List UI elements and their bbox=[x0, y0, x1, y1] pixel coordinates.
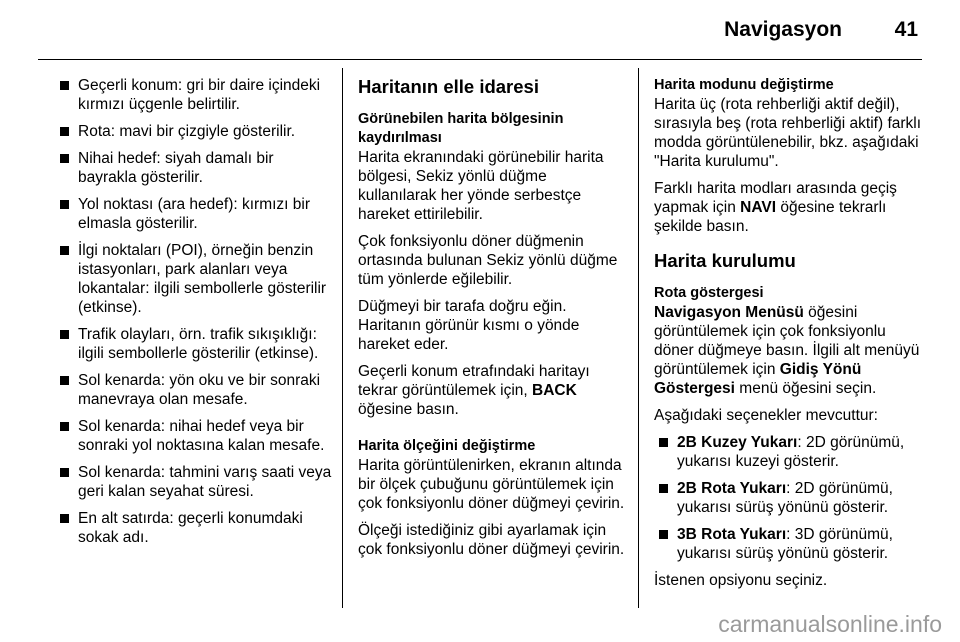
paragraph: Harita ekranındaki görünebilir harita bölgesi, Sekiz yönlü düğme kullanılarak her yönde serbestçe hareket ettirilebilir. bbox=[358, 149, 604, 223]
square-bullet-icon bbox=[60, 127, 69, 136]
square-bullet-icon bbox=[60, 330, 69, 339]
list-item: İlgi noktaları (POI), örneğin benzin istasyonları, park alanları veya lokantalar: ilgili sembollerle gösterilir (etkinse). bbox=[60, 241, 332, 317]
paragraph: Harita görüntülenirken, ekranın altında bir ölçek çubuğunu görüntülemek için çok fonksiyonlu döner düğmeyi çevirin. bbox=[358, 457, 625, 512]
page-header bbox=[0, 0, 960, 60]
square-bullet-icon bbox=[659, 530, 668, 539]
subsection-heading: Harita ölçeğini değiştirme bbox=[358, 438, 536, 454]
square-bullet-icon bbox=[60, 200, 69, 209]
list-item: Sol kenarda: tahmini varış saati veya geri kalan seyahat süresi. bbox=[60, 463, 332, 501]
square-bullet-icon bbox=[60, 468, 69, 477]
paragraph: İstenen opsiyonu seçiniz. bbox=[654, 572, 828, 589]
list-item: 2B Rota Yukarı: 2D görünümü, yukarısı sürüş yönünü gösterir. bbox=[659, 479, 926, 517]
square-bullet-icon bbox=[60, 376, 69, 385]
list-item: En alt satırda: geçerli konumdaki sokak adı. bbox=[60, 509, 332, 547]
section-heading: Haritanın elle idaresi bbox=[358, 76, 539, 97]
subsection-heading: Rota göstergesi bbox=[654, 285, 764, 301]
square-bullet-icon bbox=[60, 81, 69, 90]
map-symbols-list bbox=[60, 76, 332, 547]
list-item: Trafik olayları, örn. trafik sıkışıklığı: ilgili sembollerle gösterilir (etkinse). bbox=[60, 325, 332, 363]
square-bullet-icon bbox=[60, 514, 69, 523]
page-number: 41 bbox=[894, 18, 918, 41]
subsection-heading: Görünebilen harita bölgesinin kaydırılması bbox=[358, 111, 564, 146]
column-2 bbox=[358, 76, 626, 567]
back-button-reference: BACK bbox=[532, 382, 577, 399]
paragraph: Aşağıdaki seçenekler mevcuttur: bbox=[654, 407, 878, 424]
paragraph: Farklı harita modları arasında geçiş yapmak için NAVI öğesine tekrarlı şekilde basın. bbox=[654, 180, 897, 235]
subsection-heading: Harita modunu değiştirme bbox=[654, 77, 834, 93]
list-item: Nihai hedef: siyah damalı bir bayrakla gösterilir. bbox=[60, 149, 332, 187]
column-1 bbox=[60, 76, 332, 555]
paragraph: Geçerli konum etrafındaki haritayı tekrar görüntülemek için, BACK öğesine basın. bbox=[358, 363, 590, 418]
list-item: 3B Rota Yukarı: 3D görünümü, yukarısı sürüş yönünü gösterir. bbox=[659, 525, 926, 563]
list-item: Yol noktası (ara hedef): kırmızı bir elmasla gösterilir. bbox=[60, 195, 332, 233]
column-3 bbox=[654, 76, 926, 598]
list-item: 2B Kuzey Yukarı: 2D görünümü, yukarısı kuzeyi gösterir. bbox=[659, 433, 926, 471]
header-rule bbox=[38, 59, 922, 60]
column-divider bbox=[638, 68, 639, 608]
paragraph: Harita üç (rota rehberliği aktif değil), sırasıyla beş (rota rehberliği aktif) farklı modda görüntülenebilir, bkz. aşağıdaki "Harita kurulumu". bbox=[654, 96, 922, 170]
options-list bbox=[659, 433, 926, 563]
section-heading: Harita kurulumu bbox=[654, 250, 796, 271]
square-bullet-icon bbox=[60, 154, 69, 163]
column-divider bbox=[342, 68, 343, 608]
square-bullet-icon bbox=[60, 246, 69, 255]
page-title: Navigasyon bbox=[724, 18, 842, 41]
paragraph: Düğmeyi bir tarafa doğru eğin. Haritanın görünür kısmı o yönde hareket eder. bbox=[358, 298, 580, 353]
paragraph: Çok fonksiyonlu döner düğmenin ortasında bulunan Sekiz yönlü düğme tüm yönlerde eğilebilir. bbox=[358, 233, 618, 288]
list-item: Rota: mavi bir çizgiyle gösterilir. bbox=[60, 122, 332, 141]
square-bullet-icon bbox=[60, 422, 69, 431]
list-item: Sol kenarda: nihai hedef veya bir sonraki yol noktasına kalan mesafe. bbox=[60, 417, 332, 455]
square-bullet-icon bbox=[659, 438, 668, 447]
watermark: carmanualsonline.info bbox=[718, 611, 942, 637]
paragraph: Ölçeği istediğiniz gibi ayarlamak için çok fonksiyonlu döner düğmeyi çevirin. bbox=[358, 522, 625, 558]
list-item: Geçerli konum: gri bir daire içindeki kırmızı üçgenle belirtilir. bbox=[60, 76, 332, 114]
square-bullet-icon bbox=[659, 484, 668, 493]
navi-button-reference: NAVI bbox=[740, 199, 777, 216]
list-item: Sol kenarda: yön oku ve bir sonraki manevraya olan mesafe. bbox=[60, 371, 332, 409]
paragraph: Navigasyon Menüsü öğesini görüntülemek için çok fonksiyonlu döner düğmeye basın. İlgili alt menüyü görüntülemek için Gidiş Yönü Göstergesi menü öğesini seçin. bbox=[654, 304, 920, 397]
